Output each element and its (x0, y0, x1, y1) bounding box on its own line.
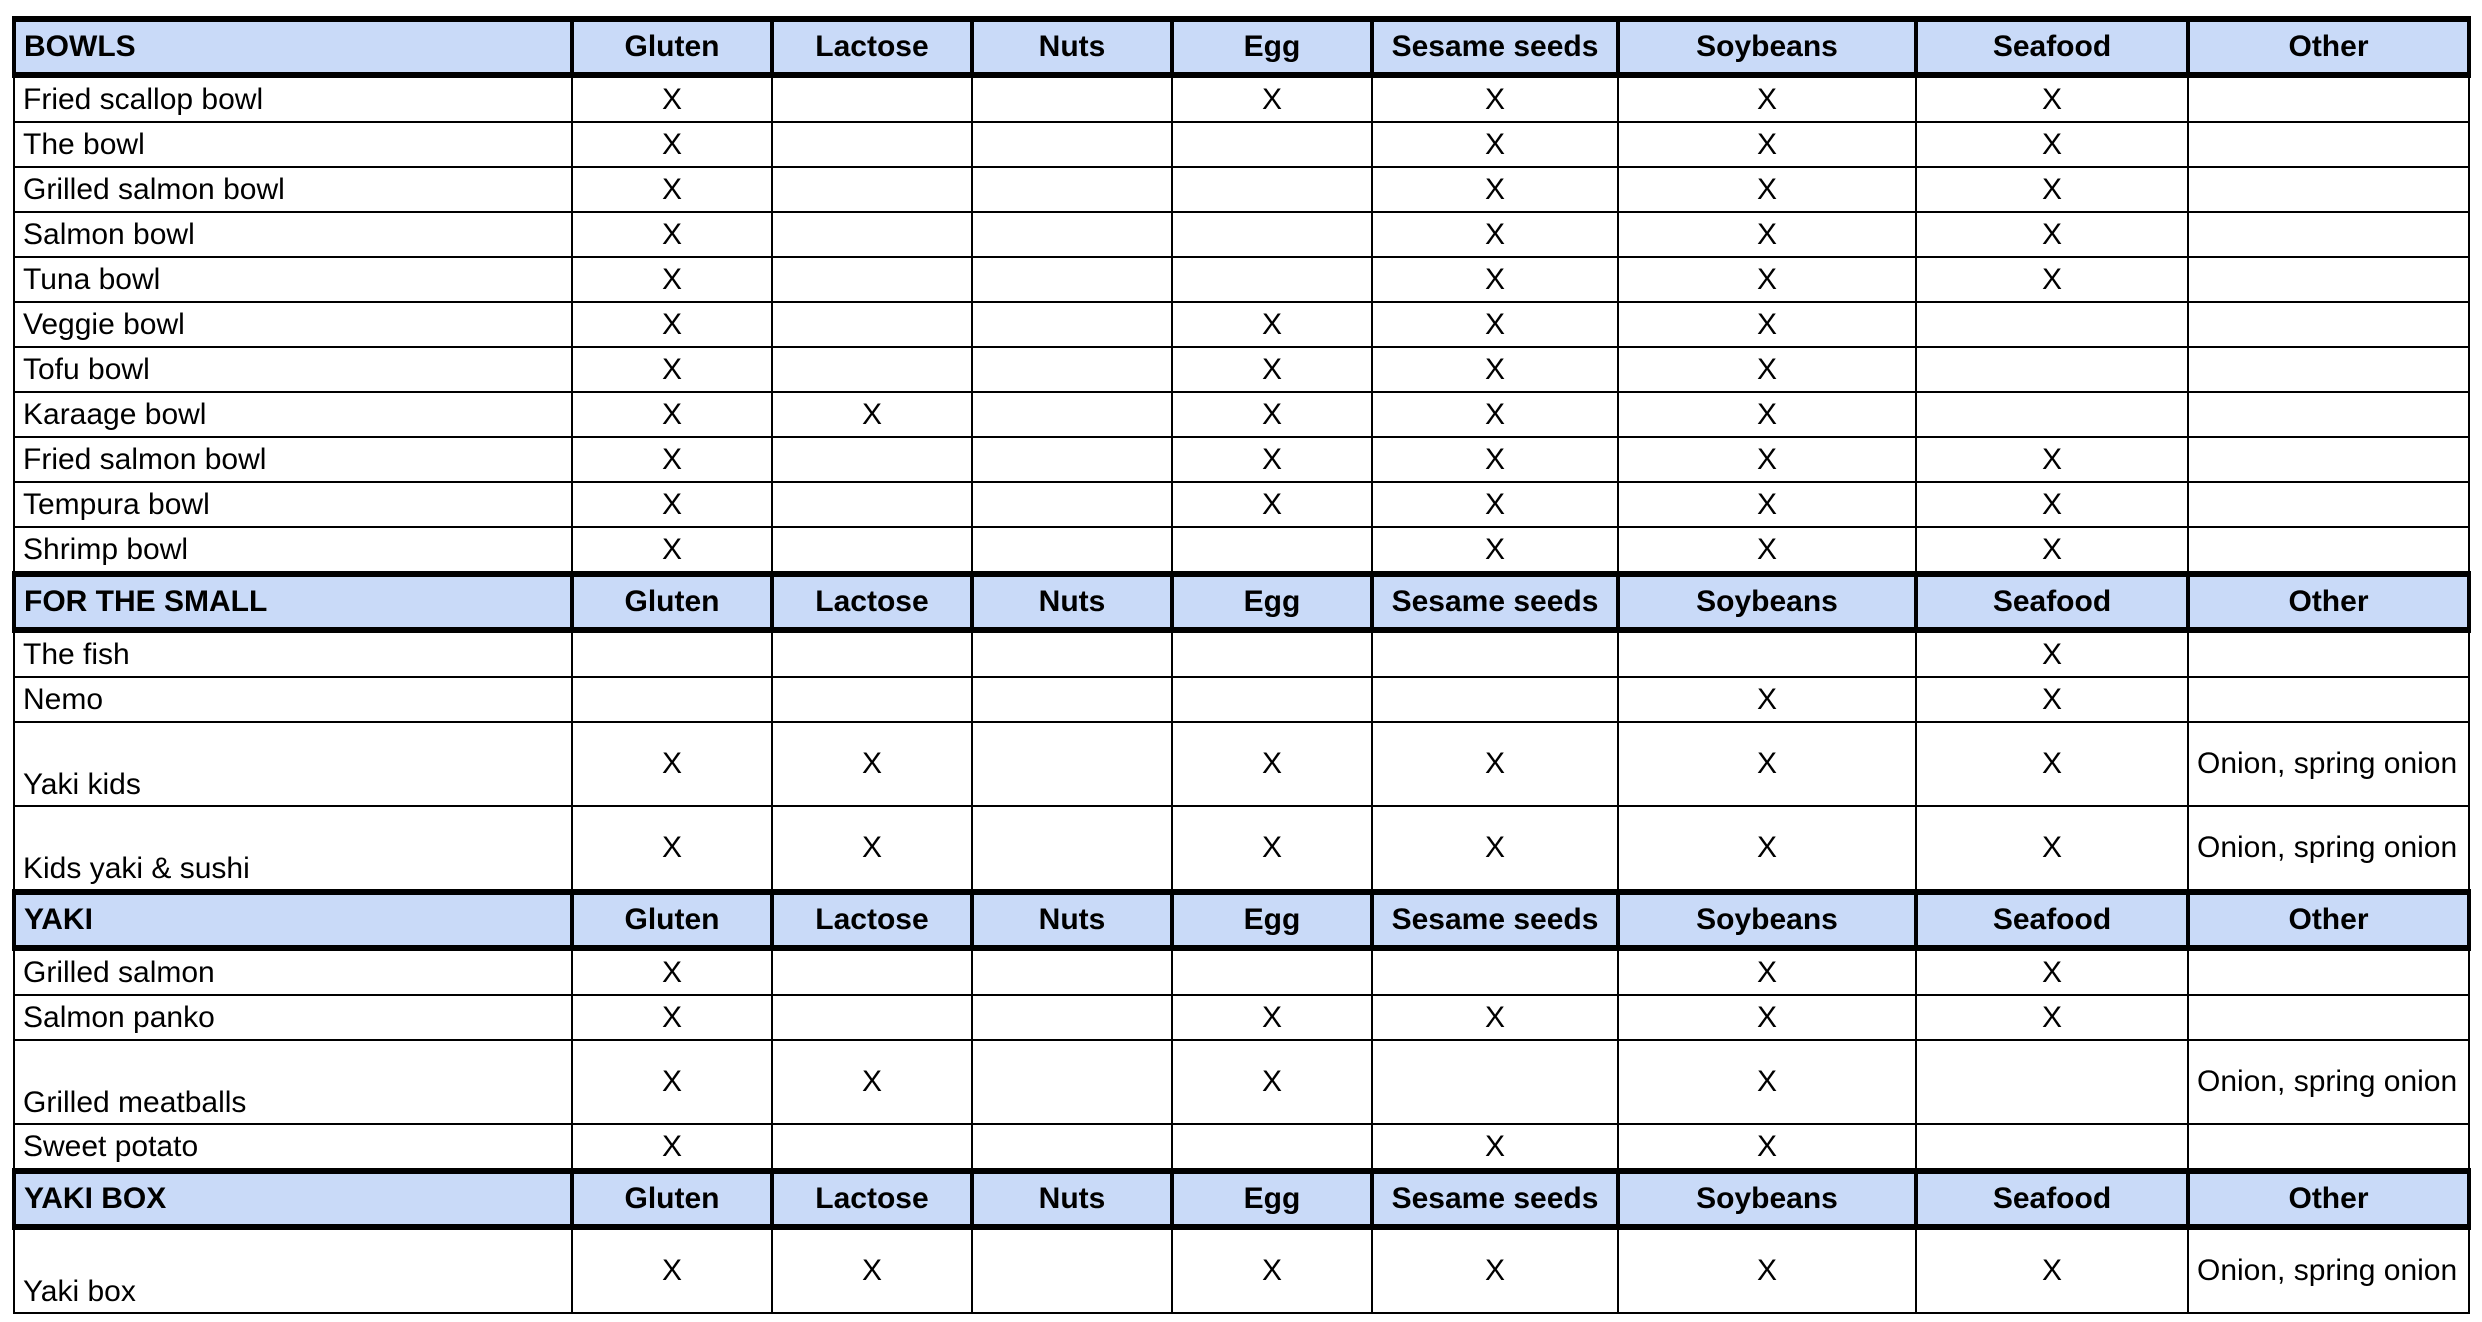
column-header-nuts[interactable]: Nuts (972, 1171, 1172, 1227)
allergen-cell-nuts[interactable] (972, 302, 1172, 347)
allergen-cell-other[interactable] (2188, 75, 2469, 122)
table-row (14, 1040, 2469, 1124)
allergen-cell-other[interactable] (2188, 527, 2469, 574)
column-header-other[interactable]: Other (2188, 1171, 2469, 1227)
allergen-cell-egg[interactable]: X (1172, 302, 1372, 347)
allergen-cell-sesame-seeds[interactable]: X (1372, 1124, 1618, 1171)
allergen-cell-seafood[interactable]: X (1916, 527, 2188, 574)
allergen-cell-nuts[interactable] (972, 212, 1172, 257)
allergen-cell-seafood[interactable] (1916, 392, 2188, 437)
allergen-cell-nuts[interactable] (972, 630, 1172, 677)
section-header-row (14, 574, 2469, 630)
allergen-cell-lactose[interactable]: X (772, 392, 972, 437)
allergen-cell-egg[interactable]: X (1172, 75, 1372, 122)
allergen-cell-other[interactable] (2188, 257, 2469, 302)
allergen-cell-lactose[interactable] (772, 677, 972, 722)
allergen-cell-seafood[interactable]: X (1916, 437, 2188, 482)
allergen-cell-other[interactable] (2188, 1124, 2469, 1171)
item-name-cell[interactable]: Sweet potato (14, 1124, 572, 1171)
allergen-cell-egg[interactable]: X (1172, 1227, 1372, 1313)
allergen-cell-nuts[interactable] (972, 257, 1172, 302)
allergen-cell-lactose[interactable] (772, 995, 972, 1040)
table-row (14, 482, 2469, 527)
allergen-cell-gluten[interactable]: X (572, 806, 772, 892)
allergen-cell-other[interactable] (2188, 302, 2469, 347)
column-header-egg[interactable]: Egg (1172, 892, 1372, 948)
allergen-cell-soybeans[interactable]: X (1618, 1227, 1916, 1313)
allergen-cell-other[interactable] (2188, 948, 2469, 995)
allergen-cell-nuts[interactable] (972, 75, 1172, 122)
allergen-cell-nuts[interactable] (972, 995, 1172, 1040)
table-row (14, 1124, 2469, 1171)
allergen-cell-sesame-seeds[interactable] (1372, 630, 1618, 677)
item-name-cell[interactable]: The fish (14, 630, 572, 677)
column-header-other[interactable]: Other (2188, 574, 2469, 630)
allergen-cell-gluten[interactable]: X (572, 392, 772, 437)
allergen-cell-gluten[interactable] (572, 630, 772, 677)
item-name-cell[interactable]: Shrimp bowl (14, 527, 572, 574)
allergen-cell-soybeans[interactable]: X (1618, 302, 1916, 347)
item-name-cell[interactable]: Grilled salmon (14, 948, 572, 995)
item-name-cell[interactable]: Fried scallop bowl (14, 75, 572, 122)
allergen-cell-gluten[interactable]: X (572, 212, 772, 257)
allergen-cell-sesame-seeds[interactable]: X (1372, 75, 1618, 122)
allergen-cell-sesame-seeds[interactable]: X (1372, 122, 1618, 167)
allergen-cell-other[interactable] (2188, 212, 2469, 257)
table-row (14, 212, 2469, 257)
table-row (14, 1227, 2469, 1313)
allergen-cell-lactose[interactable]: X (772, 1227, 972, 1313)
section-header-row (14, 892, 2469, 948)
allergen-cell-lactose[interactable] (772, 1124, 972, 1171)
allergen-cell-sesame-seeds[interactable]: X (1372, 482, 1618, 527)
column-header-lactose[interactable]: Lactose (772, 574, 972, 630)
allergen-cell-lactose[interactable]: X (772, 806, 972, 892)
allergen-cell-nuts[interactable] (972, 722, 1172, 806)
allergen-cell-sesame-seeds[interactable]: X (1372, 347, 1618, 392)
allergen-cell-soybeans[interactable]: X (1618, 167, 1916, 212)
item-name-cell[interactable]: Fried salmon bowl (14, 437, 572, 482)
allergen-cell-seafood[interactable]: X (1916, 75, 2188, 122)
item-name-cell[interactable]: Yaki kids (14, 722, 572, 806)
column-header-seafood[interactable]: Seafood (1916, 892, 2188, 948)
allergen-cell-nuts[interactable] (972, 167, 1172, 212)
allergen-cell-other[interactable]: Onion, spring onion (2188, 1227, 2469, 1313)
allergen-cell-seafood[interactable]: X (1916, 995, 2188, 1040)
allergen-cell-seafood[interactable] (1916, 1040, 2188, 1124)
allergen-cell-gluten[interactable]: X (572, 347, 772, 392)
allergen-cell-lactose[interactable] (772, 167, 972, 212)
allergen-cell-nuts[interactable] (972, 122, 1172, 167)
column-header-soybeans[interactable]: Soybeans (1618, 1171, 1916, 1227)
allergen-cell-other[interactable] (2188, 392, 2469, 437)
table-row (14, 527, 2469, 574)
column-header-other[interactable]: Other (2188, 19, 2469, 75)
table-row (14, 167, 2469, 212)
allergen-cell-sesame-seeds[interactable]: X (1372, 257, 1618, 302)
column-header-egg[interactable]: Egg (1172, 1171, 1372, 1227)
allergen-cell-soybeans[interactable]: X (1618, 677, 1916, 722)
allergen-cell-seafood[interactable] (1916, 1124, 2188, 1171)
allergen-cell-soybeans[interactable]: X (1618, 948, 1916, 995)
allergen-cell-lactose[interactable] (772, 482, 972, 527)
allergen-cell-gluten[interactable]: X (572, 948, 772, 995)
allergen-cell-egg[interactable] (1172, 677, 1372, 722)
column-header-lactose[interactable]: Lactose (772, 1171, 972, 1227)
allergen-cell-sesame-seeds[interactable] (1372, 1040, 1618, 1124)
allergen-cell-gluten[interactable]: X (572, 1227, 772, 1313)
allergen-cell-lactose[interactable] (772, 630, 972, 677)
allergen-cell-lactose[interactable] (772, 302, 972, 347)
allergen-cell-egg[interactable] (1172, 630, 1372, 677)
table-row (14, 75, 2469, 122)
allergen-cell-seafood[interactable]: X (1916, 212, 2188, 257)
allergen-cell-sesame-seeds[interactable]: X (1372, 302, 1618, 347)
allergen-cell-other[interactable] (2188, 995, 2469, 1040)
table-row (14, 630, 2469, 677)
allergen-cell-nuts[interactable] (972, 1124, 1172, 1171)
allergen-cell-lactose[interactable]: X (772, 1040, 972, 1124)
allergen-cell-soybeans[interactable] (1618, 630, 1916, 677)
allergen-cell-nuts[interactable] (972, 677, 1172, 722)
table-row (14, 437, 2469, 482)
column-header-nuts[interactable]: Nuts (972, 19, 1172, 75)
allergen-cell-sesame-seeds[interactable]: X (1372, 806, 1618, 892)
allergen-cell-soybeans[interactable]: X (1618, 995, 1916, 1040)
allergen-cell-lactose[interactable] (772, 212, 972, 257)
allergen-cell-other[interactable] (2188, 347, 2469, 392)
allergen-cell-soybeans[interactable]: X (1618, 212, 1916, 257)
column-header-lactose[interactable]: Lactose (772, 892, 972, 948)
allergen-cell-nuts[interactable] (972, 347, 1172, 392)
allergen-cell-egg[interactable] (1172, 948, 1372, 995)
allergen-cell-egg[interactable]: X (1172, 806, 1372, 892)
allergen-cell-lactose[interactable] (772, 437, 972, 482)
allergen-cell-egg[interactable] (1172, 527, 1372, 574)
allergen-cell-seafood[interactable]: X (1916, 257, 2188, 302)
allergen-cell-sesame-seeds[interactable]: X (1372, 392, 1618, 437)
allergen-cell-egg[interactable] (1172, 212, 1372, 257)
allergen-cell-lactose[interactable] (772, 75, 972, 122)
allergen-cell-sesame-seeds[interactable]: X (1372, 212, 1618, 257)
column-header-nuts[interactable]: Nuts (972, 574, 1172, 630)
allergen-cell-gluten[interactable]: X (572, 995, 772, 1040)
allergen-cell-gluten[interactable] (572, 677, 772, 722)
allergen-cell-egg[interactable] (1172, 167, 1372, 212)
section-header-row (14, 1171, 2469, 1227)
allergen-cell-nuts[interactable] (972, 527, 1172, 574)
allergen-cell-lactose[interactable] (772, 122, 972, 167)
allergen-cell-egg[interactable]: X (1172, 1040, 1372, 1124)
allergen-cell-soybeans[interactable]: X (1618, 482, 1916, 527)
item-name-cell[interactable]: Tofu bowl (14, 347, 572, 392)
allergen-cell-gluten[interactable]: X (572, 482, 772, 527)
allergen-cell-sesame-seeds[interactable]: X (1372, 527, 1618, 574)
allergen-cell-soybeans[interactable]: X (1618, 806, 1916, 892)
allergen-cell-seafood[interactable]: X (1916, 122, 2188, 167)
item-name-cell[interactable]: Salmon bowl (14, 212, 572, 257)
allergen-cell-lactose[interactable] (772, 347, 972, 392)
section-title[interactable]: YAKI (14, 892, 572, 948)
allergen-cell-other[interactable] (2188, 437, 2469, 482)
allergen-cell-gluten[interactable]: X (572, 167, 772, 212)
allergen-cell-nuts[interactable] (972, 437, 1172, 482)
allergen-cell-other[interactable] (2188, 167, 2469, 212)
allergen-cell-other[interactable]: Onion, spring onion (2188, 806, 2469, 892)
allergen-cell-egg[interactable]: X (1172, 437, 1372, 482)
allergen-cell-sesame-seeds[interactable] (1372, 948, 1618, 995)
allergen-cell-seafood[interactable]: X (1916, 806, 2188, 892)
table-row (14, 948, 2469, 995)
allergen-cell-seafood[interactable]: X (1916, 722, 2188, 806)
allergen-cell-sesame-seeds[interactable]: X (1372, 722, 1618, 806)
allergen-cell-egg[interactable] (1172, 122, 1372, 167)
allergen-cell-sesame-seeds[interactable] (1372, 677, 1618, 722)
table-row (14, 995, 2469, 1040)
allergen-cell-lactose[interactable] (772, 948, 972, 995)
allergen-cell-other[interactable] (2188, 482, 2469, 527)
item-name-cell[interactable]: Kids yaki & sushi (14, 806, 572, 892)
allergen-cell-soybeans[interactable]: X (1618, 722, 1916, 806)
allergen-cell-soybeans[interactable]: X (1618, 437, 1916, 482)
column-header-soybeans[interactable]: Soybeans (1618, 892, 1916, 948)
allergen-cell-gluten[interactable]: X (572, 75, 772, 122)
allergen-cell-other[interactable]: Onion, spring onion (2188, 1040, 2469, 1124)
allergen-cell-egg[interactable]: X (1172, 722, 1372, 806)
item-name-cell[interactable]: Salmon panko (14, 995, 572, 1040)
allergen-cell-sesame-seeds[interactable]: X (1372, 1227, 1618, 1313)
allergen-cell-soybeans[interactable]: X (1618, 257, 1916, 302)
allergen-cell-lactose[interactable] (772, 257, 972, 302)
allergen-cell-egg[interactable]: X (1172, 347, 1372, 392)
section-title[interactable]: FOR THE SMALL (14, 574, 572, 630)
column-header-sesame-seeds[interactable]: Sesame seeds (1372, 892, 1618, 948)
allergen-cell-other[interactable] (2188, 122, 2469, 167)
table-row (14, 392, 2469, 437)
allergen-cell-egg[interactable]: X (1172, 995, 1372, 1040)
table-row (14, 677, 2469, 722)
allergen-cell-seafood[interactable]: X (1916, 630, 2188, 677)
allergen-cell-seafood[interactable] (1916, 302, 2188, 347)
column-header-seafood[interactable]: Seafood (1916, 574, 2188, 630)
allergen-cell-egg[interactable] (1172, 257, 1372, 302)
column-header-soybeans[interactable]: Soybeans (1618, 19, 1916, 75)
allergen-cell-gluten[interactable]: X (572, 302, 772, 347)
item-name-cell[interactable]: The bowl (14, 122, 572, 167)
item-name-cell[interactable]: Tuna bowl (14, 257, 572, 302)
allergen-cell-nuts[interactable] (972, 1040, 1172, 1124)
section-header-row (14, 19, 2469, 75)
table-row (14, 257, 2469, 302)
column-header-seafood[interactable]: Seafood (1916, 19, 2188, 75)
allergen-cell-egg[interactable] (1172, 1124, 1372, 1171)
allergen-cell-sesame-seeds[interactable]: X (1372, 995, 1618, 1040)
item-name-cell[interactable]: Karaage bowl (14, 392, 572, 437)
allergen-cell-gluten[interactable]: X (572, 257, 772, 302)
allergen-cell-gluten[interactable]: X (572, 1124, 772, 1171)
allergen-cell-other[interactable] (2188, 630, 2469, 677)
column-header-gluten[interactable]: Gluten (572, 574, 772, 630)
column-header-lactose[interactable]: Lactose (772, 19, 972, 75)
allergen-cell-soybeans[interactable]: X (1618, 392, 1916, 437)
allergen-cell-soybeans[interactable]: X (1618, 347, 1916, 392)
allergen-cell-soybeans[interactable]: X (1618, 122, 1916, 167)
allergen-cell-gluten[interactable]: X (572, 722, 772, 806)
allergen-cell-gluten[interactable]: X (572, 122, 772, 167)
allergen-cell-seafood[interactable]: X (1916, 948, 2188, 995)
allergen-cell-soybeans[interactable]: X (1618, 1040, 1916, 1124)
table-row (14, 302, 2469, 347)
column-header-other[interactable]: Other (2188, 892, 2469, 948)
column-header-egg[interactable]: Egg (1172, 574, 1372, 630)
item-name-cell[interactable]: Veggie bowl (14, 302, 572, 347)
allergen-cell-seafood[interactable]: X (1916, 1227, 2188, 1313)
allergen-cell-lactose[interactable] (772, 527, 972, 574)
allergen-cell-seafood[interactable] (1916, 347, 2188, 392)
allergen-cell-seafood[interactable]: X (1916, 167, 2188, 212)
allergen-cell-gluten[interactable]: X (572, 437, 772, 482)
column-header-gluten[interactable]: Gluten (572, 19, 772, 75)
table-row (14, 122, 2469, 167)
allergen-cell-other[interactable]: Onion, spring onion (2188, 722, 2469, 806)
allergen-cell-lactose[interactable]: X (772, 722, 972, 806)
allergen-cell-other[interactable] (2188, 677, 2469, 722)
item-name-cell[interactable]: Tempura bowl (14, 482, 572, 527)
allergen-cell-egg[interactable]: X (1172, 482, 1372, 527)
item-name-cell[interactable]: Yaki box (14, 1227, 572, 1313)
column-header-egg[interactable]: Egg (1172, 19, 1372, 75)
column-header-sesame-seeds[interactable]: Sesame seeds (1372, 1171, 1618, 1227)
column-header-gluten[interactable]: Gluten (572, 1171, 772, 1227)
section-title[interactable]: BOWLS (14, 19, 572, 75)
allergen-cell-soybeans[interactable]: X (1618, 1124, 1916, 1171)
item-name-cell[interactable]: Grilled salmon bowl (14, 167, 572, 212)
table-row (14, 347, 2469, 392)
allergen-table (12, 16, 2471, 1314)
allergen-cell-egg[interactable]: X (1172, 392, 1372, 437)
allergen-cell-soybeans[interactable]: X (1618, 75, 1916, 122)
allergen-cell-soybeans[interactable]: X (1618, 527, 1916, 574)
allergen-cell-nuts[interactable] (972, 948, 1172, 995)
allergen-cell-nuts[interactable] (972, 392, 1172, 437)
table-row (14, 722, 2469, 806)
column-header-seafood[interactable]: Seafood (1916, 1171, 2188, 1227)
table-row (14, 806, 2469, 892)
allergen-cell-sesame-seeds[interactable]: X (1372, 437, 1618, 482)
allergen-cell-sesame-seeds[interactable]: X (1372, 167, 1618, 212)
allergen-cell-seafood[interactable]: X (1916, 482, 2188, 527)
item-name-cell[interactable]: Grilled meatballs (14, 1040, 572, 1124)
allergen-cell-nuts[interactable] (972, 482, 1172, 527)
allergen-cell-gluten[interactable]: X (572, 527, 772, 574)
allergen-cell-seafood[interactable]: X (1916, 677, 2188, 722)
section-title[interactable]: YAKI BOX (14, 1171, 572, 1227)
column-header-gluten[interactable]: Gluten (572, 892, 772, 948)
item-name-cell[interactable]: Nemo (14, 677, 572, 722)
allergen-cell-nuts[interactable] (972, 1227, 1172, 1313)
column-header-nuts[interactable]: Nuts (972, 892, 1172, 948)
column-header-sesame-seeds[interactable]: Sesame seeds (1372, 19, 1618, 75)
allergen-cell-gluten[interactable]: X (572, 1040, 772, 1124)
column-header-soybeans[interactable]: Soybeans (1618, 574, 1916, 630)
allergen-cell-nuts[interactable] (972, 806, 1172, 892)
column-header-sesame-seeds[interactable]: Sesame seeds (1372, 574, 1618, 630)
